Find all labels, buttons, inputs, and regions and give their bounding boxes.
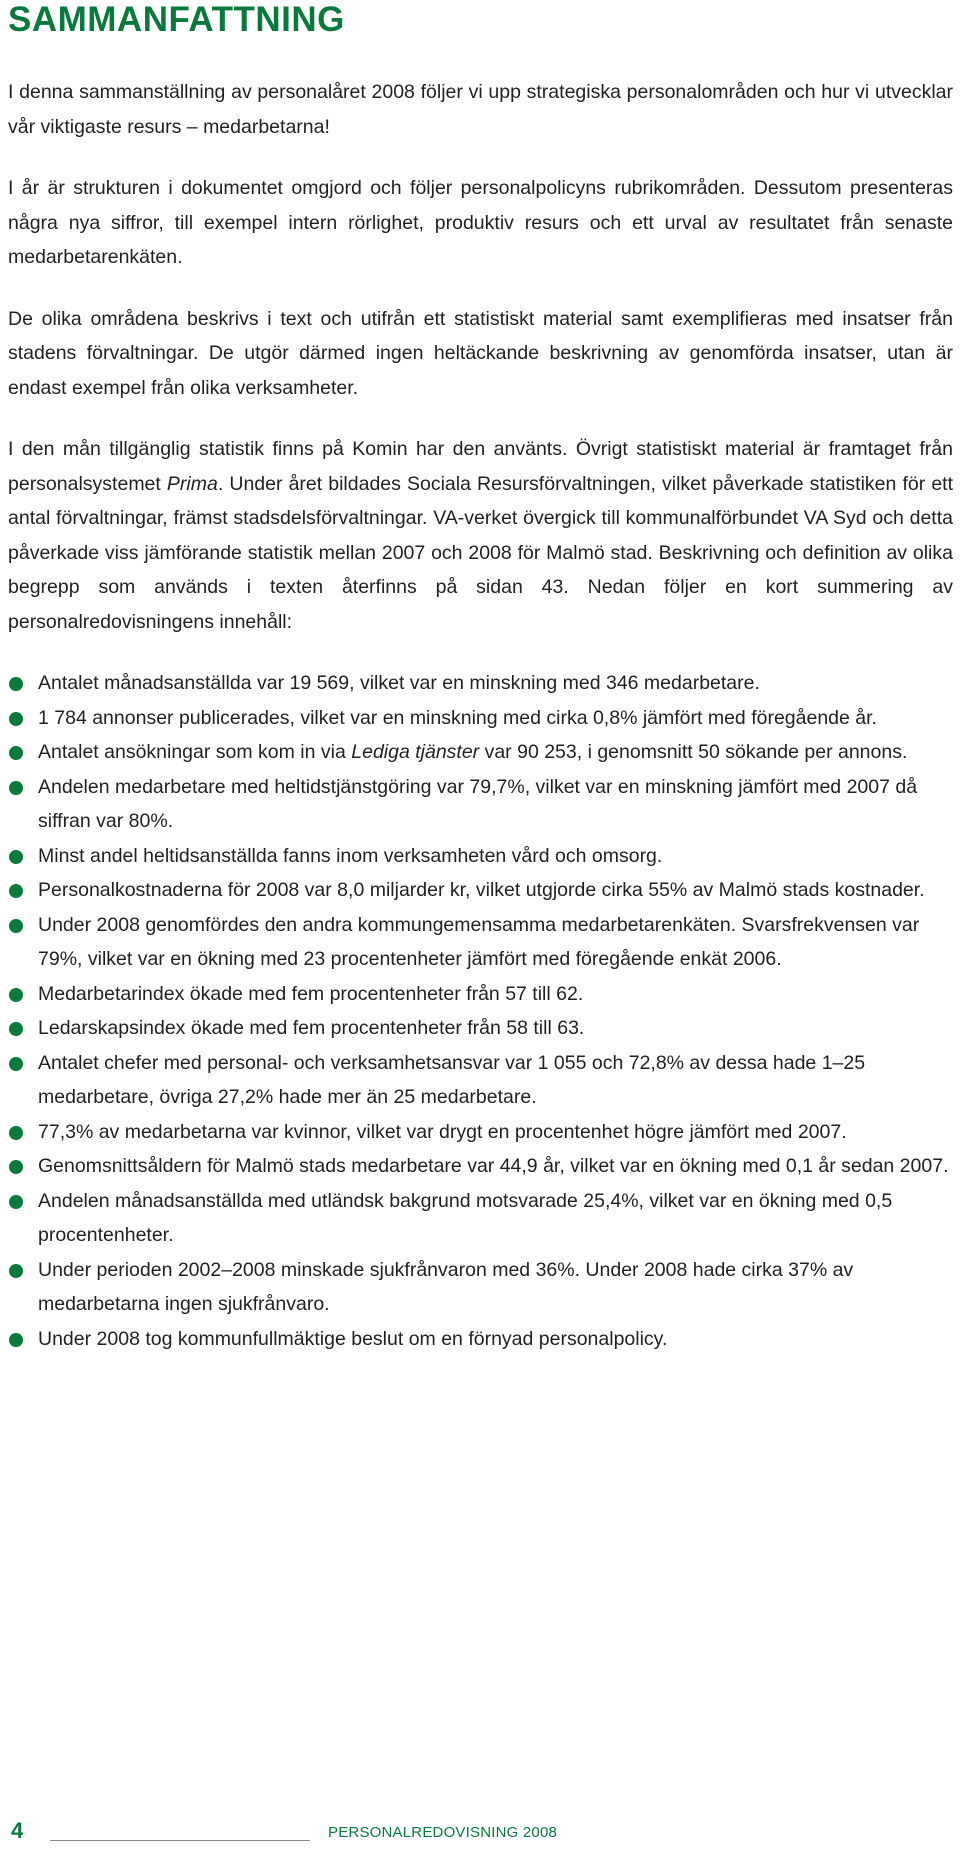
statistics-text-part1: I den mån tillgänglig statistik finns på Komin har den använts. Övrigt statistiskt material är framtaget från personalsystemet xyxy=(8,438,953,495)
list-item-text: Andelen medarbetare med heltidstjänstgöring var 79,7%, vilket var en minskning jämfört med 2007 då siffran var 80%. xyxy=(38,775,918,832)
list-item-text: Under 2008 tog kommunfullmäktige beslut om en förnyad personalpolicy. xyxy=(38,1327,668,1350)
list-item xyxy=(8,977,953,1012)
summary-body xyxy=(8,75,953,1356)
list-item-text: Antalet chefer med personal- och verksamhetsansvar var 1 055 och 72,8% av dessa hade 1–25 medarbetare, övriga 27,2% hade mer än 25 medarbetare. xyxy=(38,1051,866,1108)
list-item xyxy=(8,908,953,977)
list-item-text: Under perioden 2002–2008 minskade sjukfrånvaron med 36%. Under 2008 hade cirka 37% av medarbetarna ingen sjukfrånvaro. xyxy=(38,1258,854,1315)
list-item xyxy=(8,1322,953,1357)
list-item-italic: Lediga tjänster xyxy=(351,741,480,763)
bullet-icon xyxy=(9,712,23,726)
areas-paragraph: De olika områdena beskrivs i text och utifrån ett statistiskt material samt exemplifieras med insatser från stadens förvaltningar. De utgör därmed ingen heltäckande beskrivning av genomförda insatser, utan är endast exempel från olika verksamheter. xyxy=(8,307,953,399)
list-item xyxy=(8,735,953,770)
list-item xyxy=(8,873,953,908)
page-footer xyxy=(8,1818,953,1846)
list-item xyxy=(8,666,953,701)
list-item-text: Andelen månadsanställda med utländsk bakgrund motsvarade 25,4%, vilket var en ökning med 0,5 procentenheter. xyxy=(38,1189,893,1246)
statistics-paragraph xyxy=(8,432,953,639)
document-title: PERSONALREDOVISNING 2008 xyxy=(328,1824,558,1841)
list-item xyxy=(8,1011,953,1046)
list-item xyxy=(8,1115,953,1150)
bullet-icon xyxy=(9,1333,23,1347)
bullet-icon xyxy=(9,1160,23,1174)
list-item-text-part1: Antalet ansökningar som kom in via xyxy=(38,741,352,763)
summary-list xyxy=(8,666,953,1356)
intro-paragraph: I denna sammanställning av personalåret 2008 följer vi upp strategiska personalområden och hur vi utvecklar vår viktigaste resurs – medarbetarna! xyxy=(8,81,953,138)
bullet-icon xyxy=(9,884,23,898)
list-item-text: Ledarskapsindex ökade med fem procentenheter från 58 till 63. xyxy=(38,1017,585,1039)
list-item xyxy=(8,770,953,839)
structure-paragraph: I år är strukturen i dokumentet omgjord och följer personalpolicyns rubrikområden. Dessutom presenteras några nya siffror, till exempel intern rörlighet, produktiv resurs och ett urval av resultatet från senaste medarbetarenkäten. xyxy=(8,177,953,268)
bullet-icon xyxy=(9,1126,23,1140)
list-item xyxy=(8,1149,953,1184)
system-name: Prima xyxy=(166,472,218,495)
list-item-text: Personalkostnaderna för 2008 var 8,0 miljarder kr, vilket utgjorde cirka 55% av Malmö stads kostnader. xyxy=(38,879,925,901)
bullet-icon xyxy=(9,1057,23,1071)
page-title: SAMMANFATTNING xyxy=(8,0,345,39)
bullet-icon xyxy=(9,746,23,760)
page-number: 4 xyxy=(11,1818,24,1843)
bullet-icon xyxy=(9,988,23,1002)
bullet-icon xyxy=(9,781,23,795)
bullet-icon xyxy=(9,850,23,864)
bullet-icon xyxy=(9,1195,23,1209)
list-item-text: 77,3% av medarbetarna var kvinnor, vilket var drygt en procentenhet högre jämfört med 2007. xyxy=(38,1120,847,1143)
footer-rule xyxy=(50,1840,310,1841)
list-item-text: Under 2008 genomfördes den andra kommungemensamma medarbetarenkäten. Svarsfrekvensen var 79%, vilket var en ökning med 23 procentenheter jämfört med föregående enkät 2006. xyxy=(38,913,920,970)
list-item-text: Genomsnittsåldern för Malmö stads medarbetare var 44,9 år, vilket var en ökning med 0,1 år sedan 2007. xyxy=(38,1155,949,1177)
list-item xyxy=(8,701,953,736)
statistics-text-part2: . Under året bildades Sociala Resursförvaltningen, vilket påverkade statistiken för ett antal förvaltningar, främst stadsdelsförvaltningar. VA-verket övergick till kommunalförbundet VA Syd och detta påverkade viss jämförande statistik mellan 2007 och 2008 för Malmö stad. Beskrivning och definition av olika begrepp som används i texten återfinns på sidan 43. Nedan följer en kort summering av personalredovisningens innehåll: xyxy=(8,472,953,633)
list-item xyxy=(8,1046,953,1115)
list-item-text: Medarbetarindex ökade med fem procentenheter från 57 till 62. xyxy=(38,982,584,1005)
bullet-icon xyxy=(9,1264,23,1278)
list-item-text: 1 784 annonser publicerades, vilket var en minskning med cirka 0,8% jämfört med föregående år. xyxy=(38,706,877,729)
list-item xyxy=(8,1184,953,1253)
list-item xyxy=(8,1253,953,1322)
list-item-text: Antalet månadsanställda var 19 569, vilket var en minskning med 346 medarbetare. xyxy=(38,672,760,694)
list-item-text: Minst andel heltidsanställda fanns inom verksamheten vård och omsorg. xyxy=(38,844,663,867)
bullet-icon xyxy=(9,1022,23,1036)
bullet-icon xyxy=(9,919,23,933)
bullet-icon xyxy=(9,677,23,691)
list-item xyxy=(8,839,953,874)
list-item-text-part2: var 90 253, i genomsnitt 50 sökande per annons. xyxy=(479,741,908,763)
